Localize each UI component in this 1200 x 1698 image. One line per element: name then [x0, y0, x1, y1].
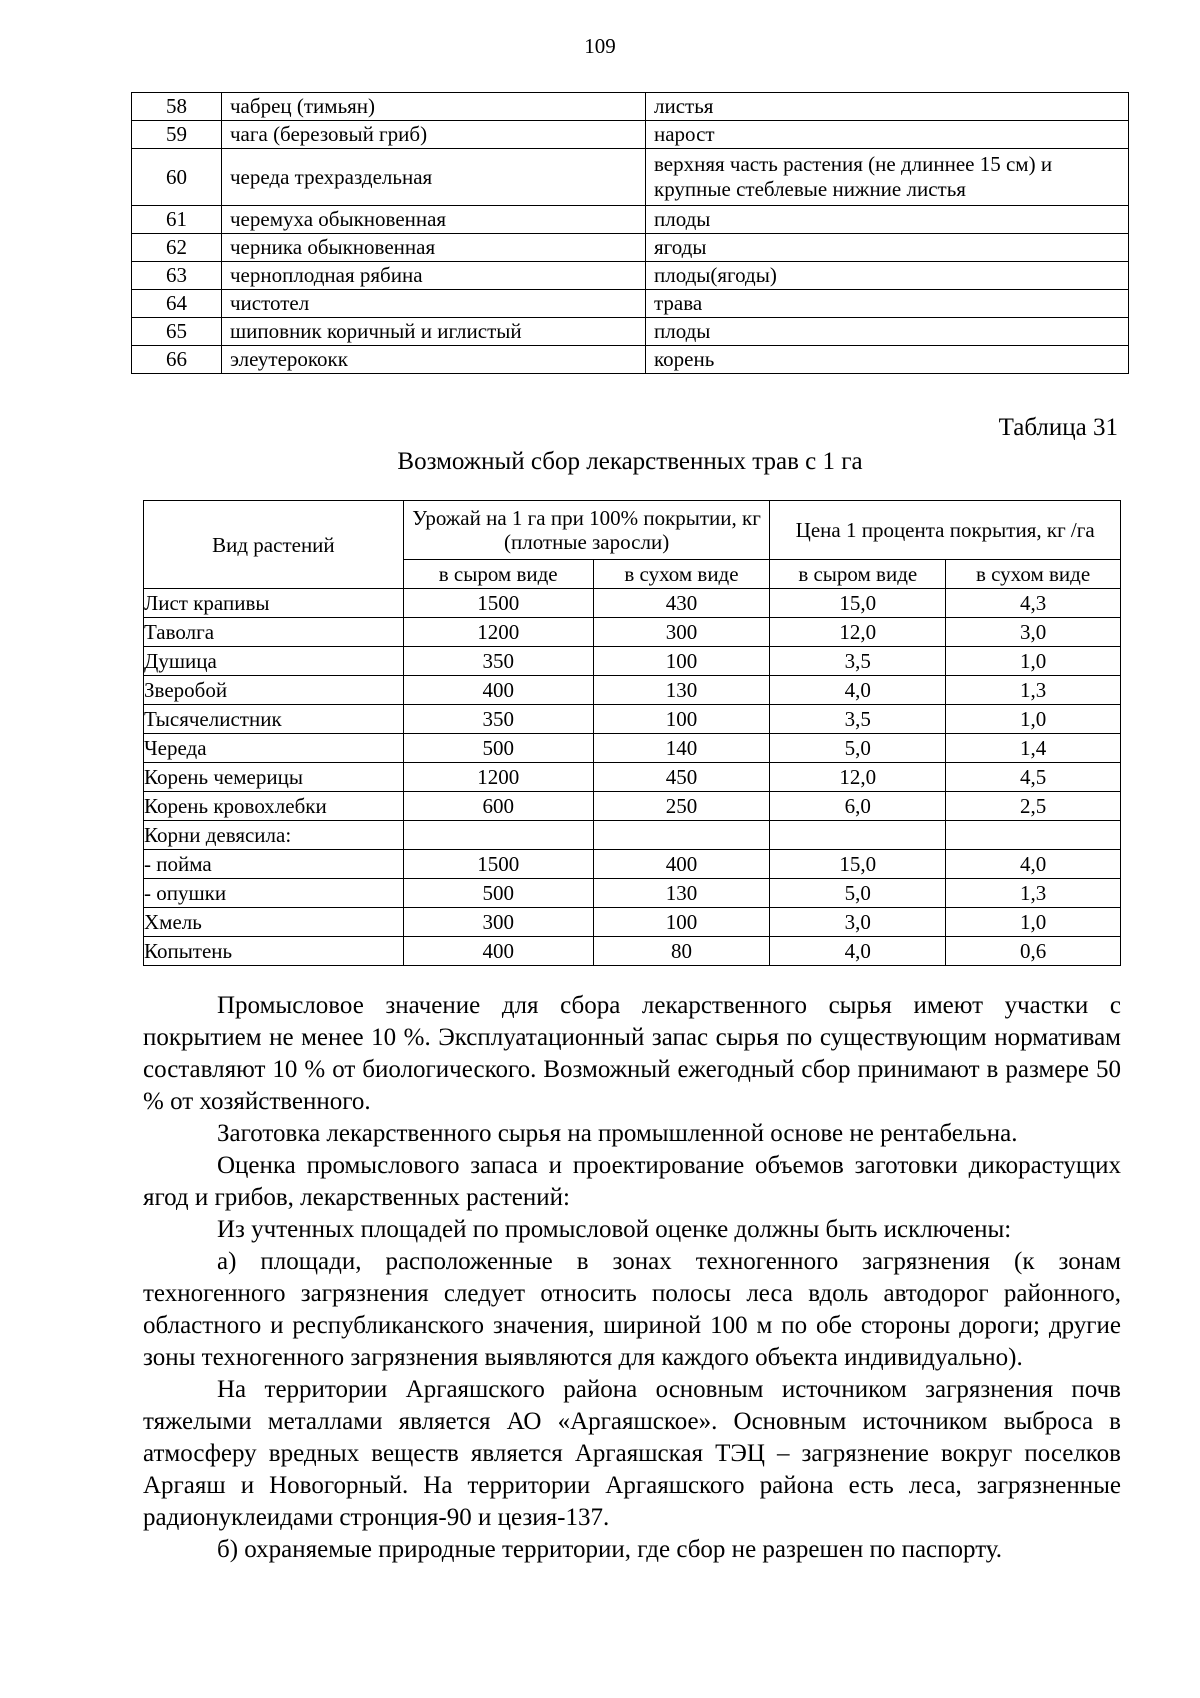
header-species: Вид растений	[144, 501, 404, 589]
price-dry: 4,3	[946, 589, 1121, 618]
species-name: Корень кровохлебки	[144, 792, 404, 821]
plant-part: верхняя часть растения (не длиннее 15 см) и крупные стеблевые нижние листья	[646, 149, 1129, 206]
table-row	[144, 763, 1121, 792]
yield-raw: 300	[403, 908, 593, 937]
table-row	[144, 821, 1121, 850]
plant-part: ягоды	[646, 234, 1129, 262]
table-row	[144, 937, 1121, 966]
paragraph: Промысловое значение для сбора лекарственного сырья имеют участки с покрытием не менее 10 %. Эксплуатационный запас сырья по существующим нормативам составляют 10 % от биологического. Возможный ежегодный сбор принимают в размере 50 % от хозяйственного.	[143, 992, 1121, 1115]
plant-part: плоды	[646, 206, 1129, 234]
yield-raw: 500	[403, 734, 593, 763]
yield-dry: 100	[593, 908, 770, 937]
yield-raw	[403, 821, 593, 850]
plant-part: трава	[646, 290, 1129, 318]
table-row	[132, 206, 1129, 234]
plant-name: черника обыкновенная	[222, 234, 646, 262]
plant-part: плоды	[646, 318, 1129, 346]
yield-raw: 1500	[403, 589, 593, 618]
row-number: 58	[132, 93, 222, 121]
plant-name: черноплодная рябина	[222, 262, 646, 290]
table-row	[144, 792, 1121, 821]
price-raw: 12,0	[770, 763, 946, 792]
yield-dry: 430	[593, 589, 770, 618]
row-number: 63	[132, 262, 222, 290]
harvest-table	[143, 500, 1121, 966]
page-number: 109	[584, 34, 616, 58]
yield-dry: 400	[593, 850, 770, 879]
price-dry: 4,5	[946, 763, 1121, 792]
table-row	[144, 647, 1121, 676]
price-dry: 1,4	[946, 734, 1121, 763]
body-text	[143, 990, 1121, 1566]
paragraph: Из учтенных площадей по промысловой оценке должны быть исключены:	[217, 1216, 1012, 1243]
yield-dry: 250	[593, 792, 770, 821]
price-dry: 4,0	[946, 850, 1121, 879]
table-row	[132, 290, 1129, 318]
table-row	[144, 908, 1121, 937]
yield-dry: 100	[593, 705, 770, 734]
plant-name: элеутерококк	[222, 346, 646, 374]
price-dry: 1,0	[946, 908, 1121, 937]
plant-part: корень	[646, 346, 1129, 374]
yield-raw: 600	[403, 792, 593, 821]
yield-dry: 130	[593, 879, 770, 908]
species-name: Корни девясила:	[144, 821, 404, 850]
table-row	[132, 346, 1129, 374]
row-number: 66	[132, 346, 222, 374]
species-name: Зверобой	[144, 676, 404, 705]
price-raw: 4,0	[770, 937, 946, 966]
table-row	[144, 618, 1121, 647]
yield-raw: 1200	[403, 618, 593, 647]
species-name: - опушки	[144, 879, 404, 908]
yield-dry	[593, 821, 770, 850]
price-raw	[770, 821, 946, 850]
plant-part: нарост	[646, 121, 1129, 149]
species-name: Копытень	[144, 937, 404, 966]
table-row	[144, 734, 1121, 763]
yield-raw: 500	[403, 879, 593, 908]
header-yield: Урожай на 1 га при 100% покрытии, кг (плотные заросли)	[403, 501, 770, 560]
header-price: Цена 1 процента покрытия, кг /га	[770, 501, 1121, 560]
price-dry: 1,3	[946, 676, 1121, 705]
yield-dry: 80	[593, 937, 770, 966]
price-raw: 15,0	[770, 850, 946, 879]
species-name: - пойма	[144, 850, 404, 879]
yield-raw: 1500	[403, 850, 593, 879]
row-number: 61	[132, 206, 222, 234]
table-row	[132, 318, 1129, 346]
plant-name: шиповник коричный и иглистый	[222, 318, 646, 346]
species-name: Душица	[144, 647, 404, 676]
yield-raw: 350	[403, 647, 593, 676]
harvest-header-row	[144, 501, 1121, 560]
table-row	[132, 234, 1129, 262]
price-dry: 1,0	[946, 647, 1121, 676]
price-dry: 0,6	[946, 937, 1121, 966]
paragraph: б) охраняемые природные территории, где сбор не разрешен по паспорту.	[217, 1536, 1003, 1563]
price-dry: 2,5	[946, 792, 1121, 821]
row-number: 64	[132, 290, 222, 318]
plant-part: плоды(ягоды)	[646, 262, 1129, 290]
plant-part: листья	[646, 93, 1129, 121]
species-name: Таволга	[144, 618, 404, 647]
species-name: Лист крапивы	[144, 589, 404, 618]
yield-raw: 350	[403, 705, 593, 734]
price-dry	[946, 821, 1121, 850]
yield-raw: 400	[403, 676, 593, 705]
table-caption: Таблица 31	[998, 414, 1118, 441]
table-row	[144, 676, 1121, 705]
header-yield-dry: в сухом виде	[593, 560, 770, 589]
price-raw: 5,0	[770, 734, 946, 763]
price-dry: 1,0	[946, 705, 1121, 734]
price-dry: 3,0	[946, 618, 1121, 647]
plant-name: череда трехраздельная	[222, 149, 646, 206]
species-name: Хмель	[144, 908, 404, 937]
paragraph: а) площади, расположенные в зонах техногенного загрязнения (к зонам техногенного загрязнения следует относить полосы леса вдоль автодорог районного, областного и республиканского значения, шириной 100 м по обе стороны дороги; другие зоны техногенного загрязнения выявляются для каждого объекта индивидуально).	[143, 1248, 1121, 1371]
species-name: Корень чемерицы	[144, 763, 404, 792]
table-row	[144, 850, 1121, 879]
yield-dry: 130	[593, 676, 770, 705]
header-yield-raw: в сыром виде	[403, 560, 593, 589]
price-raw: 12,0	[770, 618, 946, 647]
price-raw: 6,0	[770, 792, 946, 821]
price-raw: 4,0	[770, 676, 946, 705]
row-number: 62	[132, 234, 222, 262]
table-row	[132, 262, 1129, 290]
yield-dry: 300	[593, 618, 770, 647]
table-row	[132, 93, 1129, 121]
yield-dry: 140	[593, 734, 770, 763]
price-raw: 3,0	[770, 908, 946, 937]
yield-raw: 400	[403, 937, 593, 966]
header-price-dry: в сухом виде	[946, 560, 1121, 589]
price-raw: 5,0	[770, 879, 946, 908]
paragraph: Оценка промыслового запаса и проектирование объемов заготовки дикорастущих ягод и грибов, лекарственных растений:	[143, 1152, 1121, 1211]
table-row	[144, 879, 1121, 908]
row-number: 59	[132, 121, 222, 149]
table-row	[144, 705, 1121, 734]
row-number: 60	[132, 149, 222, 206]
plant-name: черемуха обыкновенная	[222, 206, 646, 234]
header-price-raw: в сыром виде	[770, 560, 946, 589]
price-raw: 3,5	[770, 647, 946, 676]
plants-table	[131, 92, 1129, 374]
price-raw: 3,5	[770, 705, 946, 734]
yield-dry: 100	[593, 647, 770, 676]
plant-name: чистотел	[222, 290, 646, 318]
paragraph: На территории Аргаяшского района основным источником загрязнения почв тяжелыми металлами является АО «Аргаяшское». Основным источником выброса в атмосферу вредных веществ является Аргаяшская ТЭЦ – загрязнение вокруг поселков Аргаяш и Новогорный. На территории Аргаяшского района есть леса, загрязненные радионуклеидами стронция-90 и цезия-137.	[143, 1376, 1121, 1531]
plant-name: чабрец (тимьян)	[222, 93, 646, 121]
species-name: Череда	[144, 734, 404, 763]
species-name: Тысячелистник	[144, 705, 404, 734]
price-dry: 1,3	[946, 879, 1121, 908]
yield-raw: 1200	[403, 763, 593, 792]
table-row	[144, 589, 1121, 618]
row-number: 65	[132, 318, 222, 346]
price-raw: 15,0	[770, 589, 946, 618]
table-title: Возможный сбор лекарственных трав с 1 га	[397, 448, 863, 475]
table-row	[132, 121, 1129, 149]
plant-name: чага (березовый гриб)	[222, 121, 646, 149]
table-row	[132, 149, 1129, 206]
paragraph: Заготовка лекарственного сырья на промышленной основе не рентабельна.	[217, 1120, 1018, 1147]
yield-dry: 450	[593, 763, 770, 792]
